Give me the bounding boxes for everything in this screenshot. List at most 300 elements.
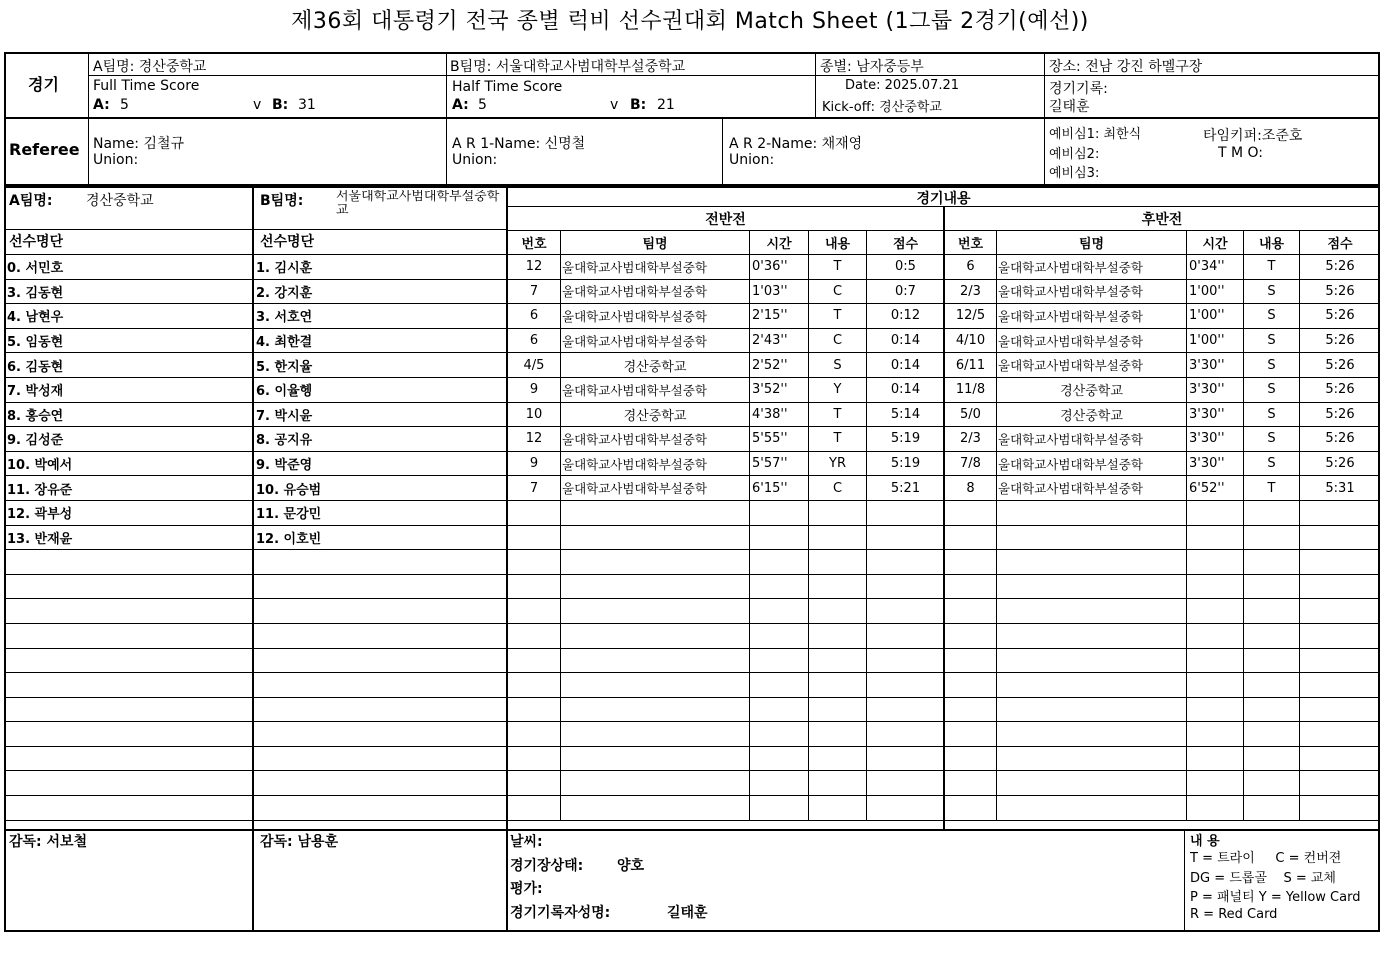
first-half-number [508, 525, 561, 550]
player-b: 12. 이호빈 [254, 525, 508, 550]
first-half-number: 6 [508, 328, 561, 353]
first-half-number: 4/5 [508, 353, 561, 378]
player-a [5, 623, 254, 648]
first-half-team: 울대학교사범대학부설중학 [561, 427, 750, 452]
first-half-score [867, 722, 945, 747]
second-half-event [1244, 746, 1300, 771]
roster-row [5, 402, 508, 427]
roster-row [5, 673, 508, 698]
first-half-time [750, 550, 809, 575]
player-b: 7. 박시윤 [254, 402, 508, 427]
player-b [254, 697, 508, 722]
second-half-team: 울대학교사범대학부설중학 [997, 328, 1187, 353]
column-header: 번호 [508, 231, 561, 255]
second-half-score: 5:26 [1300, 451, 1380, 476]
ar2-union: Union: [729, 152, 775, 168]
second-half-event: S [1244, 451, 1300, 476]
game-label: 경기 [28, 75, 59, 94]
player-a: 7. 박성재 [5, 377, 254, 402]
second-half-team: 울대학교사범대학부설중학 [997, 427, 1187, 452]
first-half-number [508, 746, 561, 771]
first-half-event: T [809, 427, 867, 452]
roster-table [4, 254, 508, 821]
first-half-time: 4'38'' [750, 402, 809, 427]
event-row [508, 648, 1380, 673]
roster-row [5, 648, 508, 673]
player-a: 3. 김동현 [5, 279, 254, 304]
roster-row [5, 304, 508, 329]
second-half-event [1244, 722, 1300, 747]
second-half-event [1244, 623, 1300, 648]
first-half-event [809, 623, 867, 648]
first-half-team [561, 697, 750, 722]
second-half-number: 4/10 [945, 328, 997, 353]
column-header: 시간 [1187, 231, 1244, 255]
roster-row [5, 255, 508, 280]
roster-row [5, 451, 508, 476]
first-half-time: 1'03'' [750, 279, 809, 304]
second-half-event [1244, 697, 1300, 722]
first-half-score [867, 697, 945, 722]
first-half-event: YR [809, 451, 867, 476]
roster-row [5, 722, 508, 747]
half-vs: v [610, 97, 619, 113]
column-header: 시간 [750, 231, 809, 255]
match-section-label: 경기내용 [916, 191, 971, 207]
first-half-score [867, 623, 945, 648]
second-half-number [945, 746, 997, 771]
second-half-score [1300, 673, 1380, 698]
second-half-score: 5:31 [1300, 476, 1380, 501]
full-vs: v [253, 97, 262, 113]
first-half-score [867, 746, 945, 771]
player-a: 8. 홍승연 [5, 402, 254, 427]
second-half-time: 6'52'' [1187, 476, 1244, 501]
second-half-score: 5:26 [1300, 402, 1380, 427]
ar1-name: A R 1-Name: 신명철 [452, 136, 586, 152]
second-half-event [1244, 550, 1300, 575]
second-half-event: T [1244, 255, 1300, 280]
roster-row [5, 525, 508, 550]
first-half-score: 0:14 [867, 328, 945, 353]
first-half-score [867, 771, 945, 796]
first-half-time: 2'43'' [750, 328, 809, 353]
player-a: 0. 서민호 [5, 255, 254, 280]
kickoff: Kick-off: 경산중학교 [822, 100, 942, 115]
category: 종별: 남자중등부 [820, 59, 924, 75]
event-row [508, 255, 1380, 280]
column-header: 번호 [945, 231, 997, 255]
first-half-team: 경산중학교 [561, 353, 750, 378]
event-row [508, 623, 1380, 648]
legend-line-4: R = Red Card [1190, 907, 1278, 922]
player-b [254, 574, 508, 599]
player-b: 6. 이율헹 [254, 377, 508, 402]
roster-row [5, 697, 508, 722]
second-half-score [1300, 722, 1380, 747]
reserve-referee-1: 예비심1: 최한식 [1049, 127, 1142, 142]
roster-row [5, 574, 508, 599]
first-half-team [561, 648, 750, 673]
column-header: 팀명 [561, 231, 750, 255]
half-b-label: B: [630, 97, 647, 113]
first-half-score [867, 648, 945, 673]
first-half-number [508, 673, 561, 698]
first-half-time: 5'57'' [750, 451, 809, 476]
player-b: 10. 유승범 [254, 476, 508, 501]
second-half-event: S [1244, 279, 1300, 304]
event-row [508, 722, 1380, 747]
second-half-team [997, 500, 1187, 525]
first-half-team: 울대학교사범대학부설중학 [561, 304, 750, 329]
second-half-event [1244, 525, 1300, 550]
first-half-number: 12 [508, 255, 561, 280]
second-half-team [997, 673, 1187, 698]
roster-row [5, 550, 508, 575]
first-half-number: 10 [508, 402, 561, 427]
second-half-number [945, 623, 997, 648]
second-half-time: 1'00'' [1187, 304, 1244, 329]
first-half-score [867, 550, 945, 575]
second-half-score [1300, 648, 1380, 673]
second-half-score [1300, 623, 1380, 648]
column-header: 내용 [1244, 231, 1300, 255]
first-half-team [561, 525, 750, 550]
roster-row [5, 623, 508, 648]
player-b [254, 746, 508, 771]
event-row [508, 476, 1380, 501]
second-half-event: S [1244, 427, 1300, 452]
roster-team-b-label: B팀명: [260, 193, 304, 209]
second-half-score: 5:26 [1300, 377, 1380, 402]
first-half-number [508, 648, 561, 673]
second-half-time: 0'34'' [1187, 255, 1244, 280]
second-half-time [1187, 796, 1244, 821]
second-half-time [1187, 500, 1244, 525]
roster-list-label-b: 선수명단 [260, 234, 315, 250]
second-half-number: 2/3 [945, 427, 997, 452]
first-half-score: 0:12 [867, 304, 945, 329]
full-b-label: B: [272, 97, 289, 113]
coach-b: 감독: 남용훈 [260, 834, 339, 850]
first-half-event [809, 746, 867, 771]
player-a: 4. 남현우 [5, 304, 254, 329]
roster-team-a-label: A팀명: [9, 193, 53, 209]
player-a [5, 722, 254, 747]
second-half-time: 3'30'' [1187, 377, 1244, 402]
first-half-number [508, 796, 561, 821]
first-half-time [750, 623, 809, 648]
second-half-event [1244, 574, 1300, 599]
second-half-number [945, 796, 997, 821]
event-row [508, 697, 1380, 722]
legend-line-1: T = 트라이 C = 컨버젼 [1190, 851, 1342, 866]
second-half-number: 7/8 [945, 451, 997, 476]
second-half-score [1300, 771, 1380, 796]
second-half-event [1244, 599, 1300, 624]
player-a: 12. 곽부성 [5, 500, 254, 525]
player-a [5, 796, 254, 821]
event-row [508, 574, 1380, 599]
roster-list-label-a: 선수명단 [9, 234, 64, 250]
player-b [254, 599, 508, 624]
player-b [254, 550, 508, 575]
first-half-score [867, 574, 945, 599]
first-half-score [867, 599, 945, 624]
second-half-number [945, 500, 997, 525]
column-header: 점수 [867, 231, 945, 255]
second-half-time: 1'00'' [1187, 328, 1244, 353]
second-half-score [1300, 574, 1380, 599]
roster-team-b-name: 서울대학교사범대학부설중학교 [336, 190, 500, 218]
first-half-team [561, 500, 750, 525]
first-half-number: 9 [508, 377, 561, 402]
half-time-label: Half Time Score [452, 79, 563, 95]
column-header: 팀명 [997, 231, 1187, 255]
first-half-number [508, 623, 561, 648]
player-b: 2. 강지훈 [254, 279, 508, 304]
first-half-event: S [809, 353, 867, 378]
first-half-time: 2'52'' [750, 353, 809, 378]
first-half-event [809, 550, 867, 575]
second-half-team [997, 599, 1187, 624]
ar1-union: Union: [452, 152, 498, 168]
second-half-score: 5:26 [1300, 255, 1380, 280]
legend-line-2: DG = 드롭골 S = 교체 [1190, 871, 1336, 886]
second-half-event: S [1244, 328, 1300, 353]
first-half-number [508, 697, 561, 722]
roster-row [5, 279, 508, 304]
first-half-score: 0:5 [867, 255, 945, 280]
player-a [5, 746, 254, 771]
first-half-team: 울대학교사범대학부설중학 [561, 377, 750, 402]
match-events-table [507, 230, 1380, 821]
player-b [254, 796, 508, 821]
first-half-time [750, 796, 809, 821]
venue: 장소: 전남 강진 하멜구장 [1049, 59, 1203, 75]
player-b: 5. 한지율 [254, 353, 508, 378]
second-half-team [997, 648, 1187, 673]
first-half-team: 울대학교사범대학부설중학 [561, 451, 750, 476]
second-half-event: T [1244, 476, 1300, 501]
player-b [254, 623, 508, 648]
first-half-number: 12 [508, 427, 561, 452]
second-half-team [997, 746, 1187, 771]
second-half-time: 3'30'' [1187, 353, 1244, 378]
first-half-event [809, 599, 867, 624]
first-half-team [561, 550, 750, 575]
first-half-number: 9 [508, 451, 561, 476]
player-b: 9. 박준영 [254, 451, 508, 476]
second-half-team: 경산중학교 [997, 377, 1187, 402]
second-half-score [1300, 599, 1380, 624]
ar2-name: A R 2-Name: 채재영 [729, 136, 863, 152]
second-half-event [1244, 500, 1300, 525]
roster-row [5, 771, 508, 796]
event-row [508, 328, 1380, 353]
second-half-team: 울대학교사범대학부설중학 [997, 353, 1187, 378]
second-half-time [1187, 574, 1244, 599]
player-b [254, 648, 508, 673]
roster-team-a-name: 경산중학교 [86, 193, 154, 209]
team-b-name: B팀명: 서울대학교사범대학부설중학교 [450, 59, 686, 75]
events-header-row [508, 231, 1380, 255]
second-half-number [945, 673, 997, 698]
match-date: Date: 2025.07.21 [845, 78, 960, 93]
second-half-event [1244, 648, 1300, 673]
player-a [5, 599, 254, 624]
second-half-number: 12/5 [945, 304, 997, 329]
recorder-name: 길태훈 [1049, 99, 1090, 115]
roster-row [5, 427, 508, 452]
player-b: 3. 서호연 [254, 304, 508, 329]
first-half-team: 울대학교사범대학부설중학 [561, 279, 750, 304]
first-half-number [508, 722, 561, 747]
second-half-score [1300, 550, 1380, 575]
coach-a: 감독: 서보철 [9, 834, 88, 850]
first-half-number: 6 [508, 304, 561, 329]
second-half-team: 울대학교사범대학부설중학 [997, 476, 1187, 501]
first-half-score [867, 673, 945, 698]
second-half-time [1187, 550, 1244, 575]
player-a [5, 697, 254, 722]
first-half-time [750, 746, 809, 771]
first-half-team: 울대학교사범대학부설중학 [561, 328, 750, 353]
event-row [508, 451, 1380, 476]
second-half-time [1187, 525, 1244, 550]
second-half-team [997, 623, 1187, 648]
second-half-time [1187, 746, 1244, 771]
player-b: 11. 문강민 [254, 500, 508, 525]
roster-row [5, 746, 508, 771]
first-half-score: 0:7 [867, 279, 945, 304]
reserve-referee-2: 예비심2: [1049, 147, 1100, 162]
recorder-label: 경기기록자성명: [510, 905, 611, 921]
reserve-referee-3: 예비심3: [1049, 166, 1100, 181]
second-half-score [1300, 697, 1380, 722]
first-half-number: 7 [508, 279, 561, 304]
first-half-team [561, 599, 750, 624]
first-half-event: C [809, 476, 867, 501]
second-half-team [997, 550, 1187, 575]
second-half-number: 2/3 [945, 279, 997, 304]
first-half-time: 0'36'' [750, 255, 809, 280]
event-row [508, 279, 1380, 304]
first-half-time [750, 525, 809, 550]
second-half-team [997, 796, 1187, 821]
first-half-time [750, 697, 809, 722]
second-half-number [945, 525, 997, 550]
player-b [254, 673, 508, 698]
column-header: 점수 [1300, 231, 1380, 255]
player-b [254, 771, 508, 796]
first-half-time [750, 722, 809, 747]
event-row [508, 353, 1380, 378]
first-half-number: 7 [508, 476, 561, 501]
first-half-number [508, 500, 561, 525]
first-half-time: 2'15'' [750, 304, 809, 329]
first-half-score: 5:21 [867, 476, 945, 501]
second-half-score: 5:26 [1300, 328, 1380, 353]
full-time-label: Full Time Score [93, 78, 200, 94]
player-a [5, 550, 254, 575]
first-half-event [809, 697, 867, 722]
first-half-time [750, 648, 809, 673]
field-condition-label: 경기장상태: [510, 858, 584, 874]
second-half-time [1187, 599, 1244, 624]
player-a: 6. 김동현 [5, 353, 254, 378]
first-half-number [508, 771, 561, 796]
weather: 날씨: [510, 834, 543, 850]
column-header: 내용 [809, 231, 867, 255]
referee-label: Referee [9, 140, 80, 159]
second-half-event [1244, 796, 1300, 821]
first-half-event: T [809, 304, 867, 329]
second-half-score: 5:26 [1300, 304, 1380, 329]
second-half-time [1187, 623, 1244, 648]
player-a: 5. 임동현 [5, 328, 254, 353]
event-row [508, 771, 1380, 796]
field-condition-value: 양호 [617, 858, 645, 874]
player-a [5, 771, 254, 796]
first-half-time: 5'55'' [750, 427, 809, 452]
event-row [508, 525, 1380, 550]
first-half-event [809, 771, 867, 796]
first-half-team: 울대학교사범대학부설중학 [561, 476, 750, 501]
full-score-b: 31 [298, 97, 316, 113]
second-half-team: 울대학교사범대학부설중학 [997, 451, 1187, 476]
first-half-score: 0:14 [867, 377, 945, 402]
first-half-time [750, 771, 809, 796]
second-half-score [1300, 525, 1380, 550]
first-half-score [867, 525, 945, 550]
second-half-number: 11/8 [945, 377, 997, 402]
first-half-time: 3'52'' [750, 377, 809, 402]
roster-row [5, 599, 508, 624]
first-half-event: C [809, 279, 867, 304]
first-half-team: 경산중학교 [561, 402, 750, 427]
first-half-score: 5:19 [867, 427, 945, 452]
second-half-team: 울대학교사범대학부설중학 [997, 279, 1187, 304]
legend-line-3: P = 패널티 Y = Yellow Card [1190, 890, 1361, 905]
first-half-number [508, 599, 561, 624]
half-score-b: 21 [657, 97, 675, 113]
event-row [508, 304, 1380, 329]
second-half-score: 5:26 [1300, 279, 1380, 304]
referee-union: Union: [93, 152, 139, 168]
record-label: 경기기록: [1049, 81, 1108, 97]
event-row [508, 796, 1380, 821]
event-row [508, 500, 1380, 525]
first-half-time [750, 599, 809, 624]
second-half-number: 6 [945, 255, 997, 280]
roster-row [5, 476, 508, 501]
player-b: 1. 김시훈 [254, 255, 508, 280]
second-half-team: 울대학교사범대학부설중학 [997, 304, 1187, 329]
second-half-team [997, 574, 1187, 599]
second-half-event: S [1244, 377, 1300, 402]
first-half-event [809, 525, 867, 550]
second-half-event: S [1244, 353, 1300, 378]
second-half-number [945, 771, 997, 796]
first-half-event: T [809, 255, 867, 280]
second-half-score: 5:26 [1300, 353, 1380, 378]
first-half-event [809, 574, 867, 599]
first-half-score: 5:14 [867, 402, 945, 427]
full-a-label: A: [93, 97, 110, 113]
page-title: 제36회 대통령기 전국 종별 럭비 선수권대회 Match Sheet (1그룹 2경기(예선)) [291, 9, 1089, 34]
half-score-a: 5 [478, 97, 487, 113]
